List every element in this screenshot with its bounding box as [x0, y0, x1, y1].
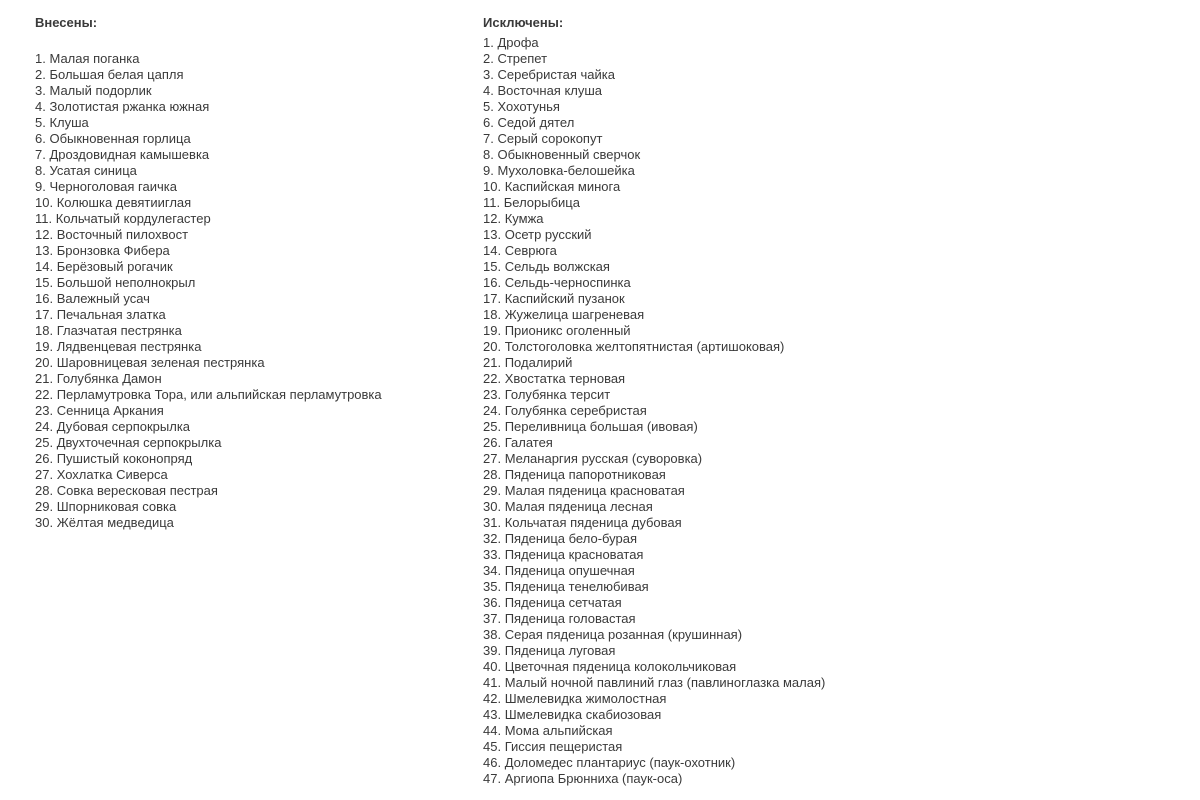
list-item: Осетр русский: [504, 227, 592, 242]
list-item: Шаровницевая зеленая пестрянка: [56, 355, 265, 370]
included-column: [35, 15, 465, 531]
list-item: Доломедес плантариус (паук-охотник): [504, 755, 736, 770]
list-item: Дрофа: [497, 35, 539, 50]
list-item: Шмелевидка жимолостная: [504, 691, 667, 706]
list-item: Аргиопа Брюнниха (паук-оса): [504, 771, 683, 786]
list-item: Голубянка терсит: [504, 387, 611, 402]
list-item: Пушистый коконопряд: [56, 451, 193, 466]
list-item: Хохотунья: [497, 99, 560, 114]
list-item: Восточная клуша: [497, 83, 603, 98]
list-item: Малый подорлик: [49, 83, 152, 98]
list-item: Каспийский пузанок: [504, 291, 625, 306]
list-item: Перламутровка Тора, или альпийская перламутровка: [56, 387, 382, 402]
list-item: Обыкновенная горлица: [49, 131, 191, 146]
list-item: Гиссия пещеристая: [504, 739, 623, 754]
list-item: Пяденица луговая: [504, 643, 616, 658]
list-item: Цветочная пяденица колокольчиковая: [504, 659, 737, 674]
list-item: Переливница большая (ивовая): [504, 419, 698, 434]
list-item: Малая пяденица красноватая: [504, 483, 685, 498]
list-item: Хвостатка терновая: [504, 371, 626, 386]
list-item: Прионикс оголенный: [504, 323, 631, 338]
list-item: Пяденица опушечная: [504, 563, 635, 578]
included-species-list: [35, 51, 465, 531]
list-item: Печальная златка: [56, 307, 166, 322]
list-item: Лядвенцевая пестрянка: [56, 339, 202, 354]
list-item: Совка вересковая пестрая: [56, 483, 218, 498]
list-item: Большой неполнокрыл: [56, 275, 196, 290]
list-item: Большая белая цапля: [49, 67, 184, 82]
list-item: Подалирий: [504, 355, 573, 370]
list-item: Серебристая чайка: [497, 67, 615, 82]
included-column-title: Внесены:: [35, 15, 98, 30]
list-item: Глазчатая пестрянка: [56, 323, 182, 338]
list-item: Хохлатка Сиверса: [56, 467, 168, 482]
list-item: Кольчатый кордулегастер: [55, 211, 211, 226]
list-item: Пяденица головастая: [504, 611, 636, 626]
list-item: Пяденица сетчатая: [504, 595, 622, 610]
list-item: Золотистая ржанка южная: [49, 99, 210, 114]
list-item: Шмелевидка скабиозовая: [504, 707, 662, 722]
list-item: Кумжа: [504, 211, 544, 226]
list-item: Толстоголовка желтопятнистая (артишоковая): [504, 339, 785, 354]
list-item: Белорыбица: [503, 195, 580, 210]
list-item: Пяденица тенелюбивая: [504, 579, 649, 594]
list-item: Бронзовка Фибера: [56, 243, 170, 258]
list-item: Кольчатая пяденица дубовая: [504, 515, 682, 530]
list-item: Обыкновенный сверчок: [497, 147, 641, 162]
list-item: Жёлтая медведица: [56, 515, 174, 530]
list-item: Голубянка серебристая: [504, 403, 647, 418]
excluded-column: [483, 15, 963, 787]
list-item: Серый сорокопут: [497, 131, 603, 146]
list-item: Мома альпийская: [504, 723, 613, 738]
list-item: Галатея: [504, 435, 553, 450]
list-item: Мухоловка-белошейка: [497, 163, 635, 178]
list-item: Малая поганка: [49, 51, 140, 66]
list-item: Каспийская минога: [504, 179, 621, 194]
list-item: Малая пяденица лесная: [504, 499, 653, 514]
list-item: Меланаргия русская (суворовка): [504, 451, 703, 466]
list-item: Клуша: [49, 115, 89, 130]
list-item: Шпорниковая совка: [56, 499, 177, 514]
list-item: Седой дятел: [497, 115, 575, 130]
list-item: Берёзовый рогачик: [56, 259, 173, 274]
list-item: Дубовая серпокрылка: [56, 419, 191, 434]
list-item: Дроздовидная камышевка: [49, 147, 210, 162]
list-item: Пяденица красноватая: [504, 547, 644, 562]
list-item: Черноголовая гаичка: [49, 179, 177, 194]
list-item: Двухточечная серпокрылка: [56, 435, 222, 450]
list-item: Жужелица шагреневая: [504, 307, 645, 322]
list-item: Восточный пилохвост: [56, 227, 189, 242]
excluded-column-title: Исключены:: [483, 15, 564, 30]
list-item: Усатая синица: [49, 163, 137, 178]
list-item: Сельдь волжская: [504, 259, 610, 274]
list-item: Стрепет: [497, 51, 548, 66]
list-item: Севрюга: [504, 243, 557, 258]
list-item: Сенница Аркания: [56, 403, 164, 418]
excluded-species-list: [483, 35, 963, 787]
list-item: Пяденица бело-бурая: [504, 531, 638, 546]
list-item: Малый ночной павлиний глаз (павлиноглазка малая): [504, 675, 826, 690]
list-item: Колюшка девятииглая: [56, 195, 192, 210]
list-item: Серая пяденица розанная (крушинная): [504, 627, 743, 642]
list-item: Сельдь-черноспинка: [504, 275, 631, 290]
list-item: Пяденица папоротниковая: [504, 467, 666, 482]
list-item: Голубянка Дамон: [56, 371, 162, 386]
list-item: Валежный усач: [56, 291, 150, 306]
